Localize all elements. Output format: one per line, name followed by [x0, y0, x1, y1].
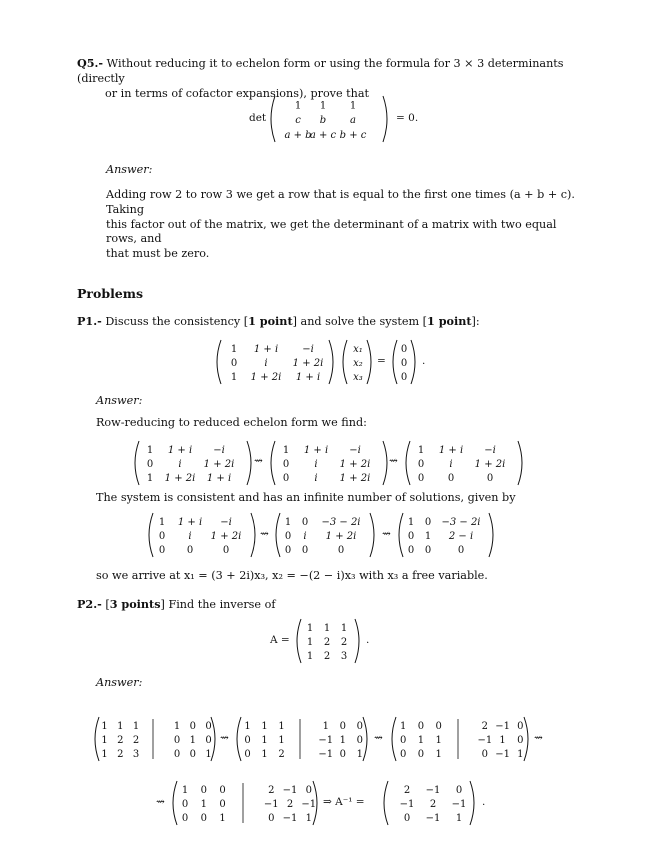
matrix-cell: 0	[301, 517, 309, 528]
matrix-cell: 2	[268, 785, 275, 796]
matrix-cell: 1 + i	[438, 445, 464, 456]
left-paren	[276, 513, 280, 557]
left-paren	[406, 441, 410, 485]
matrix-cell: x₂	[353, 358, 363, 369]
p1-period: .	[422, 355, 426, 367]
matrix-cell: 0	[339, 749, 346, 760]
matrix-cell: 1	[306, 623, 314, 634]
right-paren	[367, 340, 371, 384]
matrix-cell: 0	[200, 785, 207, 796]
matrix-cell: −3 − 2i	[441, 517, 481, 528]
matrix-cell: 0	[186, 545, 194, 556]
right-paren	[470, 781, 474, 825]
p1-equals: =	[377, 355, 386, 367]
matrix-cell: 1 + i	[295, 372, 321, 383]
p2-points: 3 points	[109, 597, 161, 611]
matrix-cell: 1	[244, 721, 251, 732]
matrix-cell: 0	[417, 721, 425, 732]
matrix-cell: 1	[306, 651, 314, 662]
matrix-cell: 1	[146, 445, 154, 456]
matrix-cell: 1 + 2i	[164, 473, 196, 484]
q5-answer-line2: this factor out of the matrix, we get the determinant of a matrix with two equal rows, and	[106, 217, 557, 246]
matrix-cell: 0	[219, 785, 226, 796]
matrix-cell: 1	[435, 735, 442, 746]
matrix-cell: 0	[301, 545, 309, 556]
p1-points-a: 1 point	[248, 314, 293, 328]
matrix-cell: 0	[400, 372, 408, 383]
matrix-cell: 0	[435, 721, 442, 732]
p1-question	[77, 314, 480, 330]
matrix-cell: b	[319, 115, 327, 127]
matrix-cell: 1	[189, 735, 196, 746]
matrix-cell: 0	[400, 749, 407, 760]
matrix-cell: 0	[407, 545, 415, 556]
q5-det-label: det	[249, 112, 267, 124]
p2-tilde3: ⇝	[534, 732, 543, 744]
matrix-cell: 2	[132, 735, 140, 746]
p2-question: P2.- [3 points] Find the inverse of	[77, 597, 276, 611]
left-paren	[173, 781, 177, 825]
matrix-cell: 0	[400, 344, 408, 355]
matrix-cell: 0	[219, 799, 226, 810]
left-paren	[297, 619, 301, 663]
p1-row2-tilde1: ⇝	[260, 528, 269, 540]
q5-rhs: = 0.	[396, 112, 419, 124]
left-paren	[95, 717, 99, 761]
matrix-cell: 2	[340, 637, 348, 648]
p2-a-label: A =	[270, 634, 290, 646]
left-paren	[393, 340, 397, 384]
left-paren	[271, 441, 275, 485]
matrix-cell: 2	[278, 749, 285, 760]
p2-aug2	[234, 716, 374, 764]
p2-inverse	[381, 780, 481, 828]
p1-row1-tilde2: ⇝	[389, 455, 398, 467]
matrix-cell: 0	[205, 735, 212, 746]
matrix-cell: 0	[305, 785, 312, 796]
p2-tilde4: ⇝	[156, 796, 165, 808]
matrix-cell: i	[178, 459, 182, 470]
p1-row2-matrix1	[146, 512, 261, 560]
matrix-cell: 0	[403, 813, 411, 824]
matrix-cell: 0	[400, 358, 408, 369]
p2-text: Find the inverse of	[168, 598, 276, 611]
matrix-cell: −1	[495, 721, 510, 732]
p1-label: P1.-	[77, 314, 102, 328]
matrix-cell: 1 + i	[253, 344, 279, 355]
matrix-cell: 1	[323, 623, 331, 634]
matrix-cell: 3	[340, 651, 348, 662]
left-paren	[237, 717, 241, 761]
matrix-cell: 1	[205, 749, 212, 760]
matrix-cell: 0	[457, 545, 465, 556]
matrix-cell: 2	[117, 749, 124, 760]
matrix-cell: 0	[244, 749, 251, 760]
right-paren	[383, 441, 387, 485]
right-paren	[524, 717, 528, 761]
p1-consistent-text: The system is consistent and has an infinite number of solutions, given by	[96, 491, 516, 504]
right-paren	[363, 717, 367, 761]
matrix-cell: 1	[424, 531, 432, 542]
matrix-cell: b + c	[339, 129, 367, 141]
left-paren	[343, 340, 347, 384]
p2-aug1	[92, 716, 222, 764]
matrix-cell: −1	[399, 799, 415, 810]
p1-row1-matrix3	[403, 440, 528, 488]
p1-row1-matrix1	[132, 440, 257, 488]
matrix-cell: 1 + 2i	[250, 372, 282, 383]
matrix-cell: 1 + i	[303, 445, 329, 456]
matrix-cell: −1	[263, 799, 279, 810]
matrix-cell: 1	[101, 735, 108, 746]
matrix-cell: 0	[268, 813, 275, 824]
matrix-cell: 1	[349, 100, 357, 112]
matrix-cell: i	[264, 358, 268, 369]
q5-answer-label: Answer:	[106, 163, 153, 176]
p1-text-a: Discuss the consistency [	[105, 315, 249, 328]
matrix-cell: 2 − i	[448, 531, 474, 542]
p1-row2-matrix3	[396, 512, 501, 560]
p1-text-b: ] and solve the system [	[292, 315, 428, 328]
p1-row2-tilde2: ⇝	[382, 528, 391, 540]
q5-matrix	[268, 95, 398, 145]
matrix-cell: −1	[495, 749, 510, 760]
matrix-cell: 1	[261, 735, 268, 746]
p2-tilde2: ⇝	[374, 732, 383, 744]
matrix-cell: 1	[101, 721, 108, 732]
matrix-cell: 0	[189, 721, 196, 732]
matrix-cell: 1	[230, 372, 238, 383]
p1-step1-text: Row-reducing to reduced echelon form we find:	[96, 416, 367, 429]
matrix-cell: −1	[318, 735, 334, 746]
matrix-cell: 0	[417, 459, 425, 470]
matrix-cell: −1	[425, 785, 441, 796]
matrix-cell: 1	[146, 473, 154, 484]
matrix-cell: 1 + i	[206, 473, 232, 484]
p2-aug3	[389, 716, 534, 764]
matrix-cell: 0	[200, 813, 207, 824]
matrix-cell: −i	[349, 445, 361, 456]
right-paren	[411, 340, 415, 384]
matrix-cell: 1	[435, 749, 442, 760]
matrix-cell: 0	[486, 473, 494, 484]
matrix-cell: 0	[146, 459, 154, 470]
matrix-cell: 1	[417, 445, 425, 456]
matrix-cell: 0	[244, 735, 251, 746]
right-paren	[518, 441, 522, 485]
matrix-cell: 0	[282, 473, 290, 484]
matrix-cell: 0	[339, 721, 346, 732]
problems-heading: Problems	[77, 286, 144, 301]
matrix-cell: 1	[230, 344, 238, 355]
matrix-cell: 1	[101, 749, 108, 760]
p1-system-matrix	[214, 339, 339, 387]
matrix-cell: −1	[301, 799, 317, 810]
matrix-cell: 2	[323, 637, 331, 648]
matrix-cell: 2	[403, 785, 411, 796]
p1-text-c: ]:	[471, 315, 480, 328]
matrix-cell: 1	[282, 445, 290, 456]
matrix-cell: 1	[339, 735, 346, 746]
matrix-cell: 0	[417, 749, 425, 760]
p1-row1-matrix2	[268, 440, 393, 488]
p1-conclusion: so we arrive at x₁ = (3 + 2i)x₃, x₂ = −(2 − i)x₃ with x₃ a free variable.	[96, 569, 488, 582]
matrix-cell: −1	[451, 799, 467, 810]
matrix-cell: −3 − 2i	[321, 517, 361, 528]
q5-answer	[106, 188, 576, 262]
matrix-cell: 1	[319, 100, 327, 112]
matrix-cell: 1	[400, 721, 407, 732]
matrix-cell: 1	[417, 735, 425, 746]
matrix-cell: 0	[181, 813, 189, 824]
right-paren	[247, 441, 251, 485]
matrix-cell: 1	[322, 721, 329, 732]
matrix-cell: 0	[356, 735, 363, 746]
matrix-cell: 0	[181, 799, 189, 810]
left-paren	[217, 340, 221, 384]
matrix-cell: i	[314, 473, 318, 484]
matrix-cell: i	[314, 459, 318, 470]
matrix-cell: 1	[407, 517, 415, 528]
matrix-cell: 0	[517, 721, 524, 732]
matrix-cell: 0	[337, 545, 345, 556]
p2-implies: ⇒ A⁻¹ =	[323, 796, 365, 808]
matrix-cell: 0	[447, 473, 455, 484]
left-paren	[392, 717, 396, 761]
right-paren	[370, 513, 374, 557]
q5-answer-line1: Adding row 2 to row 3 we get a row that is equal to the first one times (a + b + c). Taking	[106, 188, 575, 216]
matrix-cell: 0	[481, 749, 489, 760]
matrix-cell: a	[350, 115, 356, 127]
p2-final-period: .	[482, 796, 486, 808]
matrix-cell: 0	[230, 358, 238, 369]
q5-label: Q5.-	[77, 56, 104, 70]
matrix-cell: 0	[455, 785, 463, 796]
matrix-cell: 0	[517, 735, 524, 746]
matrix-cell: 1 + 2i	[292, 358, 324, 369]
right-paren	[383, 96, 387, 142]
q5-line1: Without reducing it to echelon form or using the formula for 3 × 3 determinants (directly	[77, 57, 564, 85]
matrix-cell: 1	[356, 749, 363, 760]
matrix-cell: 0	[158, 545, 166, 556]
matrix-cell: −1	[318, 749, 334, 760]
left-paren	[271, 96, 275, 142]
matrix-cell: 0	[205, 721, 212, 732]
matrix-cell: 0	[417, 473, 425, 484]
matrix-cell: 1	[340, 623, 348, 634]
matrix-cell: −i	[484, 445, 496, 456]
matrix-cell: 0	[222, 545, 230, 556]
matrix-cell: 1	[219, 813, 226, 824]
matrix-cell: 2	[286, 799, 294, 810]
matrix-cell: 1	[284, 517, 292, 528]
matrix-cell: 0	[158, 531, 166, 542]
matrix-cell: 1	[158, 517, 166, 528]
left-paren	[384, 781, 388, 825]
matrix-cell: −1	[282, 813, 298, 824]
matrix-cell: −i	[302, 344, 314, 355]
matrix-cell: 0	[424, 545, 432, 556]
p1-rhs-vector	[390, 339, 420, 387]
matrix-cell: 1	[499, 735, 506, 746]
matrix-cell: 1	[132, 721, 140, 732]
matrix-cell: 0	[282, 459, 290, 470]
matrix-cell: 0	[284, 531, 292, 542]
p1-row1-tilde1: ⇝	[254, 455, 263, 467]
matrix-cell: 0	[173, 749, 181, 760]
matrix-cell: 1 + 2i	[474, 459, 506, 470]
matrix-cell: i	[188, 531, 192, 542]
right-paren	[329, 340, 333, 384]
matrix-cell: x₃	[353, 372, 363, 383]
matrix-cell: c	[295, 115, 301, 127]
p1-answer-label: Answer:	[96, 394, 143, 407]
q5-answer-line3: that must be zero.	[106, 247, 210, 261]
matrix-cell: 0	[400, 735, 407, 746]
matrix-cell: 1	[278, 735, 285, 746]
matrix-cell: 2	[429, 799, 437, 810]
matrix-cell: 1 + i	[177, 517, 203, 528]
p2-matrix-a	[294, 618, 366, 666]
matrix-cell: a + b	[284, 129, 312, 141]
matrix-cell: −1	[477, 735, 493, 746]
matrix-cell: x₁	[353, 344, 363, 355]
matrix-cell: 1	[200, 799, 207, 810]
matrix-cell: 1	[278, 721, 285, 732]
matrix-cell: 1	[517, 749, 524, 760]
p2-tilde1: ⇝	[220, 732, 229, 744]
matrix-cell: 1	[306, 637, 314, 648]
matrix-cell: −i	[213, 445, 225, 456]
left-paren	[135, 441, 139, 485]
p2-answer-label: Answer:	[96, 676, 143, 689]
matrix-cell: 0	[356, 721, 363, 732]
matrix-cell: 1 + 2i	[339, 473, 371, 484]
matrix-cell: 1	[117, 721, 124, 732]
matrix-cell: 2	[117, 735, 124, 746]
matrix-cell: −1	[282, 785, 298, 796]
right-paren	[251, 513, 255, 557]
left-paren	[149, 513, 153, 557]
matrix-cell: 0	[189, 749, 196, 760]
matrix-cell: 0	[407, 531, 415, 542]
matrix-cell: 3	[132, 749, 140, 760]
matrix-cell: 1	[173, 721, 181, 732]
q5-line2: or in terms of cofactor expansions), prove that	[105, 86, 370, 100]
p2-label: P2.-	[77, 597, 102, 611]
matrix-cell: 0	[284, 545, 292, 556]
p1-row2-matrix2	[273, 512, 383, 560]
matrix-cell: 1	[181, 785, 189, 796]
p2-period: .	[366, 634, 370, 646]
matrix-cell: 1	[305, 813, 312, 824]
matrix-cell: 2	[481, 721, 489, 732]
matrix-cell: 1	[261, 721, 268, 732]
matrix-cell: −1	[425, 813, 441, 824]
right-paren	[355, 619, 359, 663]
matrix-cell: i	[303, 531, 307, 542]
matrix-cell: 1	[261, 749, 268, 760]
matrix-cell: 1 + 2i	[325, 531, 357, 542]
p2-aug4	[170, 780, 322, 828]
p1-points-b: 1 point	[427, 314, 472, 328]
matrix-cell: 0	[173, 735, 181, 746]
matrix-cell: 1	[455, 813, 463, 824]
matrix-cell: 1 + 2i	[339, 459, 371, 470]
matrix-cell: −i	[220, 517, 232, 528]
matrix-cell: 0	[424, 517, 432, 528]
left-paren	[399, 513, 403, 557]
matrix-cell: 1 + 2i	[210, 531, 242, 542]
matrix-cell: 1	[294, 100, 302, 112]
matrix-cell: a + c	[309, 129, 337, 141]
matrix-cell: 1 + i	[167, 445, 193, 456]
matrix-cell: i	[449, 459, 453, 470]
matrix-cell: 1 + 2i	[203, 459, 235, 470]
p1-unknowns	[340, 339, 376, 387]
right-paren	[489, 513, 493, 557]
matrix-cell: 2	[323, 651, 331, 662]
